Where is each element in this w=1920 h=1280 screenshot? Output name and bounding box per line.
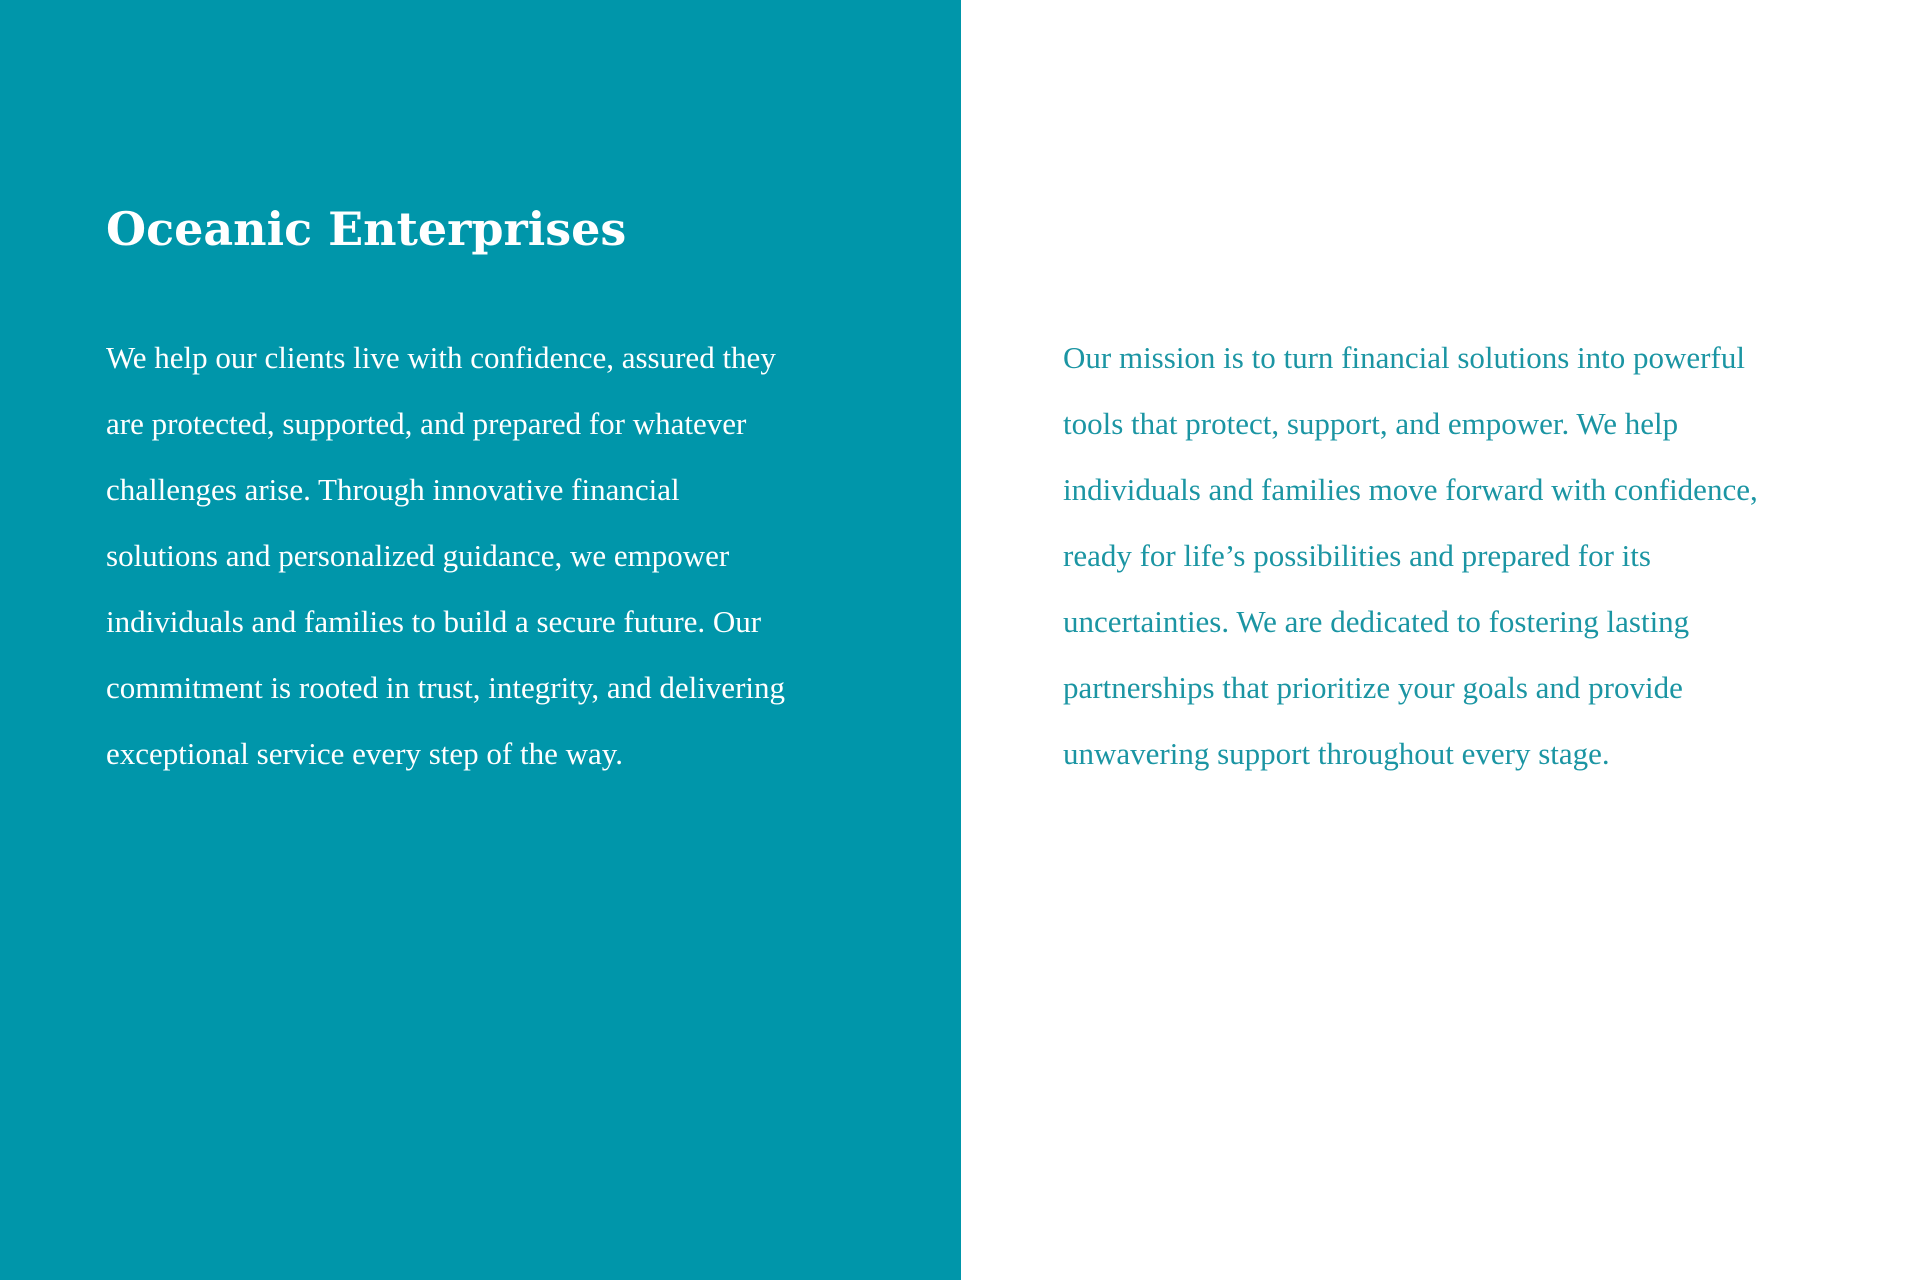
mission-panel [961, 0, 1920, 1280]
mission-paragraph [1063, 325, 1853, 787]
mission-line: tools that protect, support, and empower. We help [1063, 406, 1679, 441]
mission-line: uncertainties. We are dedicated to fostering lasting [1063, 604, 1690, 639]
intro-line: solutions and personalized guidance, we empower [106, 538, 730, 573]
intro-line: exceptional service every step of the way. [106, 736, 624, 771]
intro-line: individuals and families to build a secure future. Our [106, 604, 762, 639]
mission-line: Our mission is to turn financial solutions into powerful [1063, 340, 1745, 375]
mission-line: individuals and families move forward with confidence, [1063, 472, 1758, 507]
company-title: Oceanic Enterprises [106, 202, 627, 256]
intro-line: We help our clients live with confidence, assured they [106, 340, 776, 375]
mission-line: partnerships that prioritize your goals and provide [1063, 670, 1683, 705]
intro-line: are protected, supported, and prepared for whatever [106, 406, 747, 441]
intro-paragraph [106, 325, 886, 787]
intro-line: challenges arise. Through innovative financial [106, 472, 680, 507]
mission-line: unwavering support throughout every stage. [1063, 736, 1610, 771]
intro-line: commitment is rooted in trust, integrity, and delivering [106, 670, 786, 705]
mission-line: ready for life’s possibilities and prepared for its [1063, 538, 1651, 573]
